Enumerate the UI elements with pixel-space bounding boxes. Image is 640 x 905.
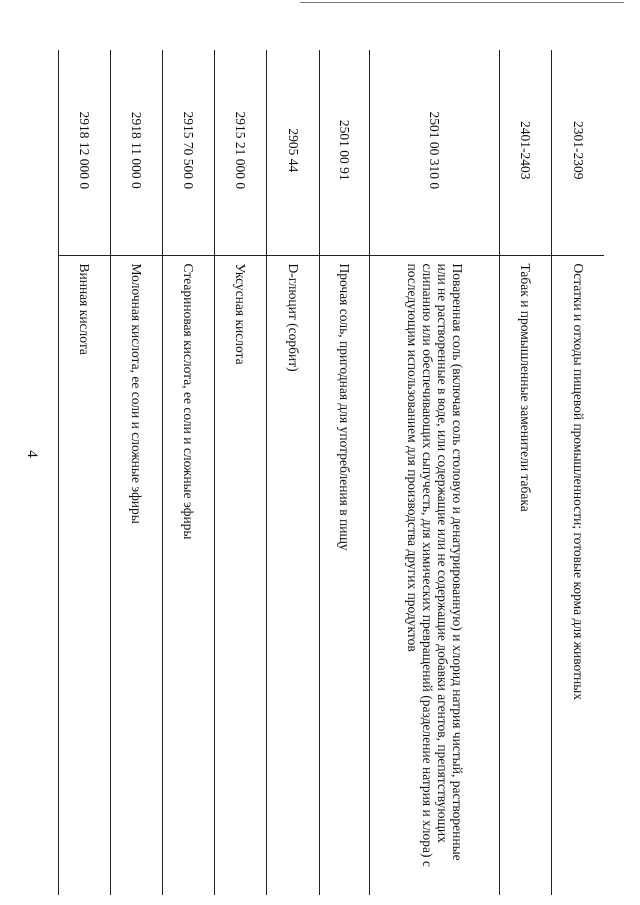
row-code: 2905 44 [267,50,320,255]
row-description: Табак и промышленные заменители табака [500,255,552,895]
table-row [500,50,552,895]
row-description: Винная кислота [59,255,111,895]
row-description: Прочая соль, пригодная для употребления в пищу [320,255,370,895]
row-description: Стеариновая кислота, ее соли и сложные эфиры [163,255,215,895]
table-row [552,50,604,895]
table-row [267,50,320,895]
row-code: 2501 00 91 [320,50,370,255]
table-row [59,50,111,895]
table-row [215,50,267,895]
table-row [111,50,163,895]
scan-edge-line [300,2,624,3]
row-description: Поваренная соль (включая соль столовую и денатурированную) и хлорид натрия чистый, растворенные или не растворенные в воде, или содержащие или не содержащие добавки агентов, препятствующих слипанию или обеспечивающих сыпучесть, для химических превращений (разделение натрия и хлора) с последующим использованием для производства других продуктов [370,255,500,895]
row-description: Уксусная кислота [215,255,267,895]
row-code: 2918 12 000 0 [59,50,111,255]
row-description: Остатки и отходы пищевой промышленности; готовые корма для животных [552,255,604,895]
goods-table [59,50,605,895]
row-code: 2918 11 000 0 [111,50,163,255]
goods-table-rotated [59,50,604,895]
table-row [370,50,500,895]
row-code: 2401-2403 [500,50,552,255]
row-description: D-глюцит (сорбит) [267,255,320,895]
table-row [163,50,215,895]
page-number: 4 [24,450,40,458]
row-description: Молочная кислота, ее соли и сложные эфиры [111,255,163,895]
row-code: 2915 21 000 0 [215,50,267,255]
row-code: 2501 00 310 0 [370,50,500,255]
row-code: 2301-2309 [552,50,604,255]
row-code: 2915 70 500 0 [163,50,215,255]
table-row [320,50,370,895]
